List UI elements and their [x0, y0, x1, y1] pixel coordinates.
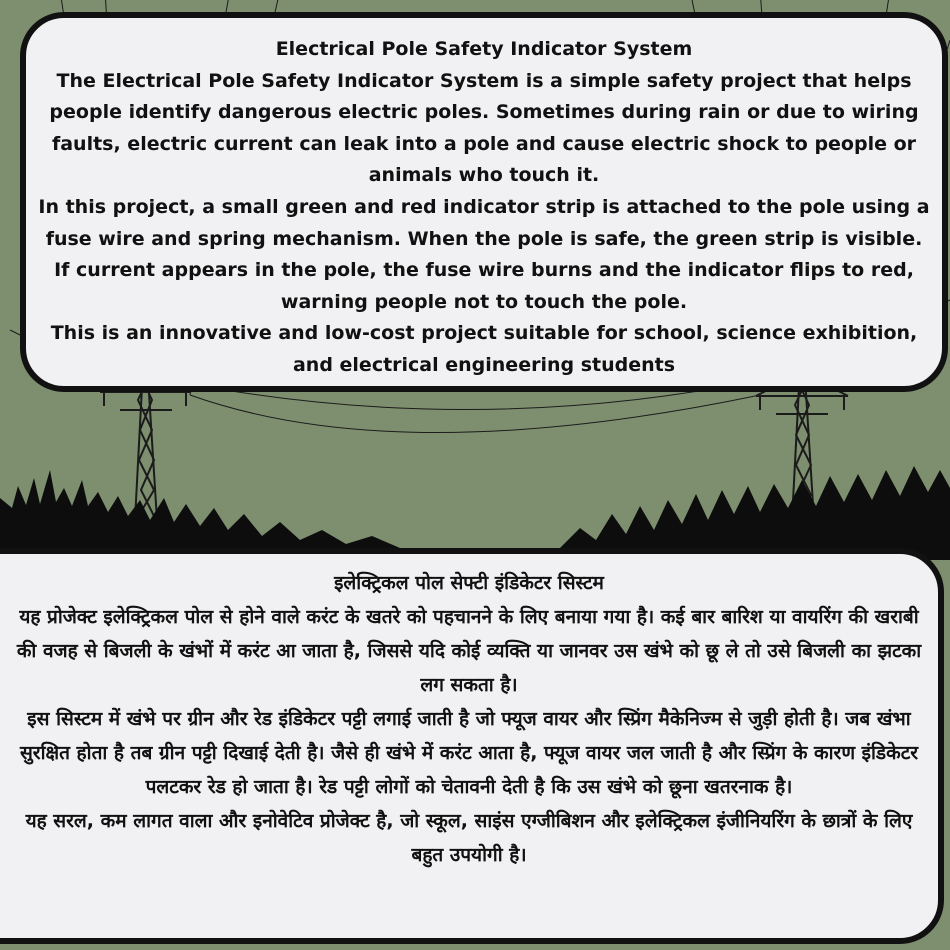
hindi-description-card: [0, 548, 944, 944]
english-paragraph-2: In this project, a small green and red indicator strip is attached to the pole using a fuse wire and spring mechanism. When the pole is safe, the green strip is visible. If current appears in the pole, the fuse wire burns and the indicator flips to red, warning people not to touch the pole.: [38, 195, 930, 313]
hindi-title: इलेक्ट्रिकल पोल सेफ्टी इंडिकेटर सिस्टम: [334, 572, 604, 594]
hindi-paragraph-1: यह प्रोजेक्ट इलेक्ट्रिकल पोल से होने वाले करंट के खतरे को पहचानने के लिए बनाया गया है। कई बार बारिश या वायरिंग की खराबी की वजह से बिजली के खंभों में करंट आ जाता है, जिससे यदि कोई व्यक्ति या जानवर उस खंभे को छू ले तो उसे बिजली का झटका लग सकता है।: [16, 606, 922, 696]
hindi-paragraph-3: यह सरल, कम लागत वाला और इनोवेटिव प्रोजेक्ट है, जो स्कूल, साइंस एग्जीबिशन और इलेक्ट्रिकल इंजीनियरिंग के छात्रों के लिए बहुत उपयोगी है।: [25, 810, 913, 866]
english-paragraph-3: This is an innovative and low-cost project suitable for school, science exhibition, and electrical engineering students: [50, 322, 918, 376]
hindi-paragraph-2: इस सिस्टम में खंभे पर ग्रीन और रेड इंडिकेटर पट्टी लगाई जाती है जो फ्यूज वायर और स्प्रिंग मैकेनिज्म से जुड़ी होती है। जब खंभा सुरक्षित होता है तब ग्रीन पट्टी दिखाई देती है। जैसे ही खंभे में करंट आता है, फ्यूज वायर जल जाती है और स्प्रिंग के कारण इंडिकेटर पलटकर रेड हो जाता है। रेड पट्टी लोगों को चेतावनी देती है कि उस खंभे को छूना खतरनाक है।: [19, 708, 919, 798]
english-description-card: [20, 12, 948, 392]
english-title: Electrical Pole Safety Indicator System: [275, 38, 693, 60]
grass-right: [560, 466, 950, 560]
grass-left: [0, 470, 400, 560]
english-paragraph-1: The Electrical Pole Safety Indicator System is a simple safety project that helps people identify dangerous electric poles. Sometimes during rain or due to wiring faults, electric current can leak into a pole and cause electric shock to people or animals who touch it.: [49, 69, 919, 187]
